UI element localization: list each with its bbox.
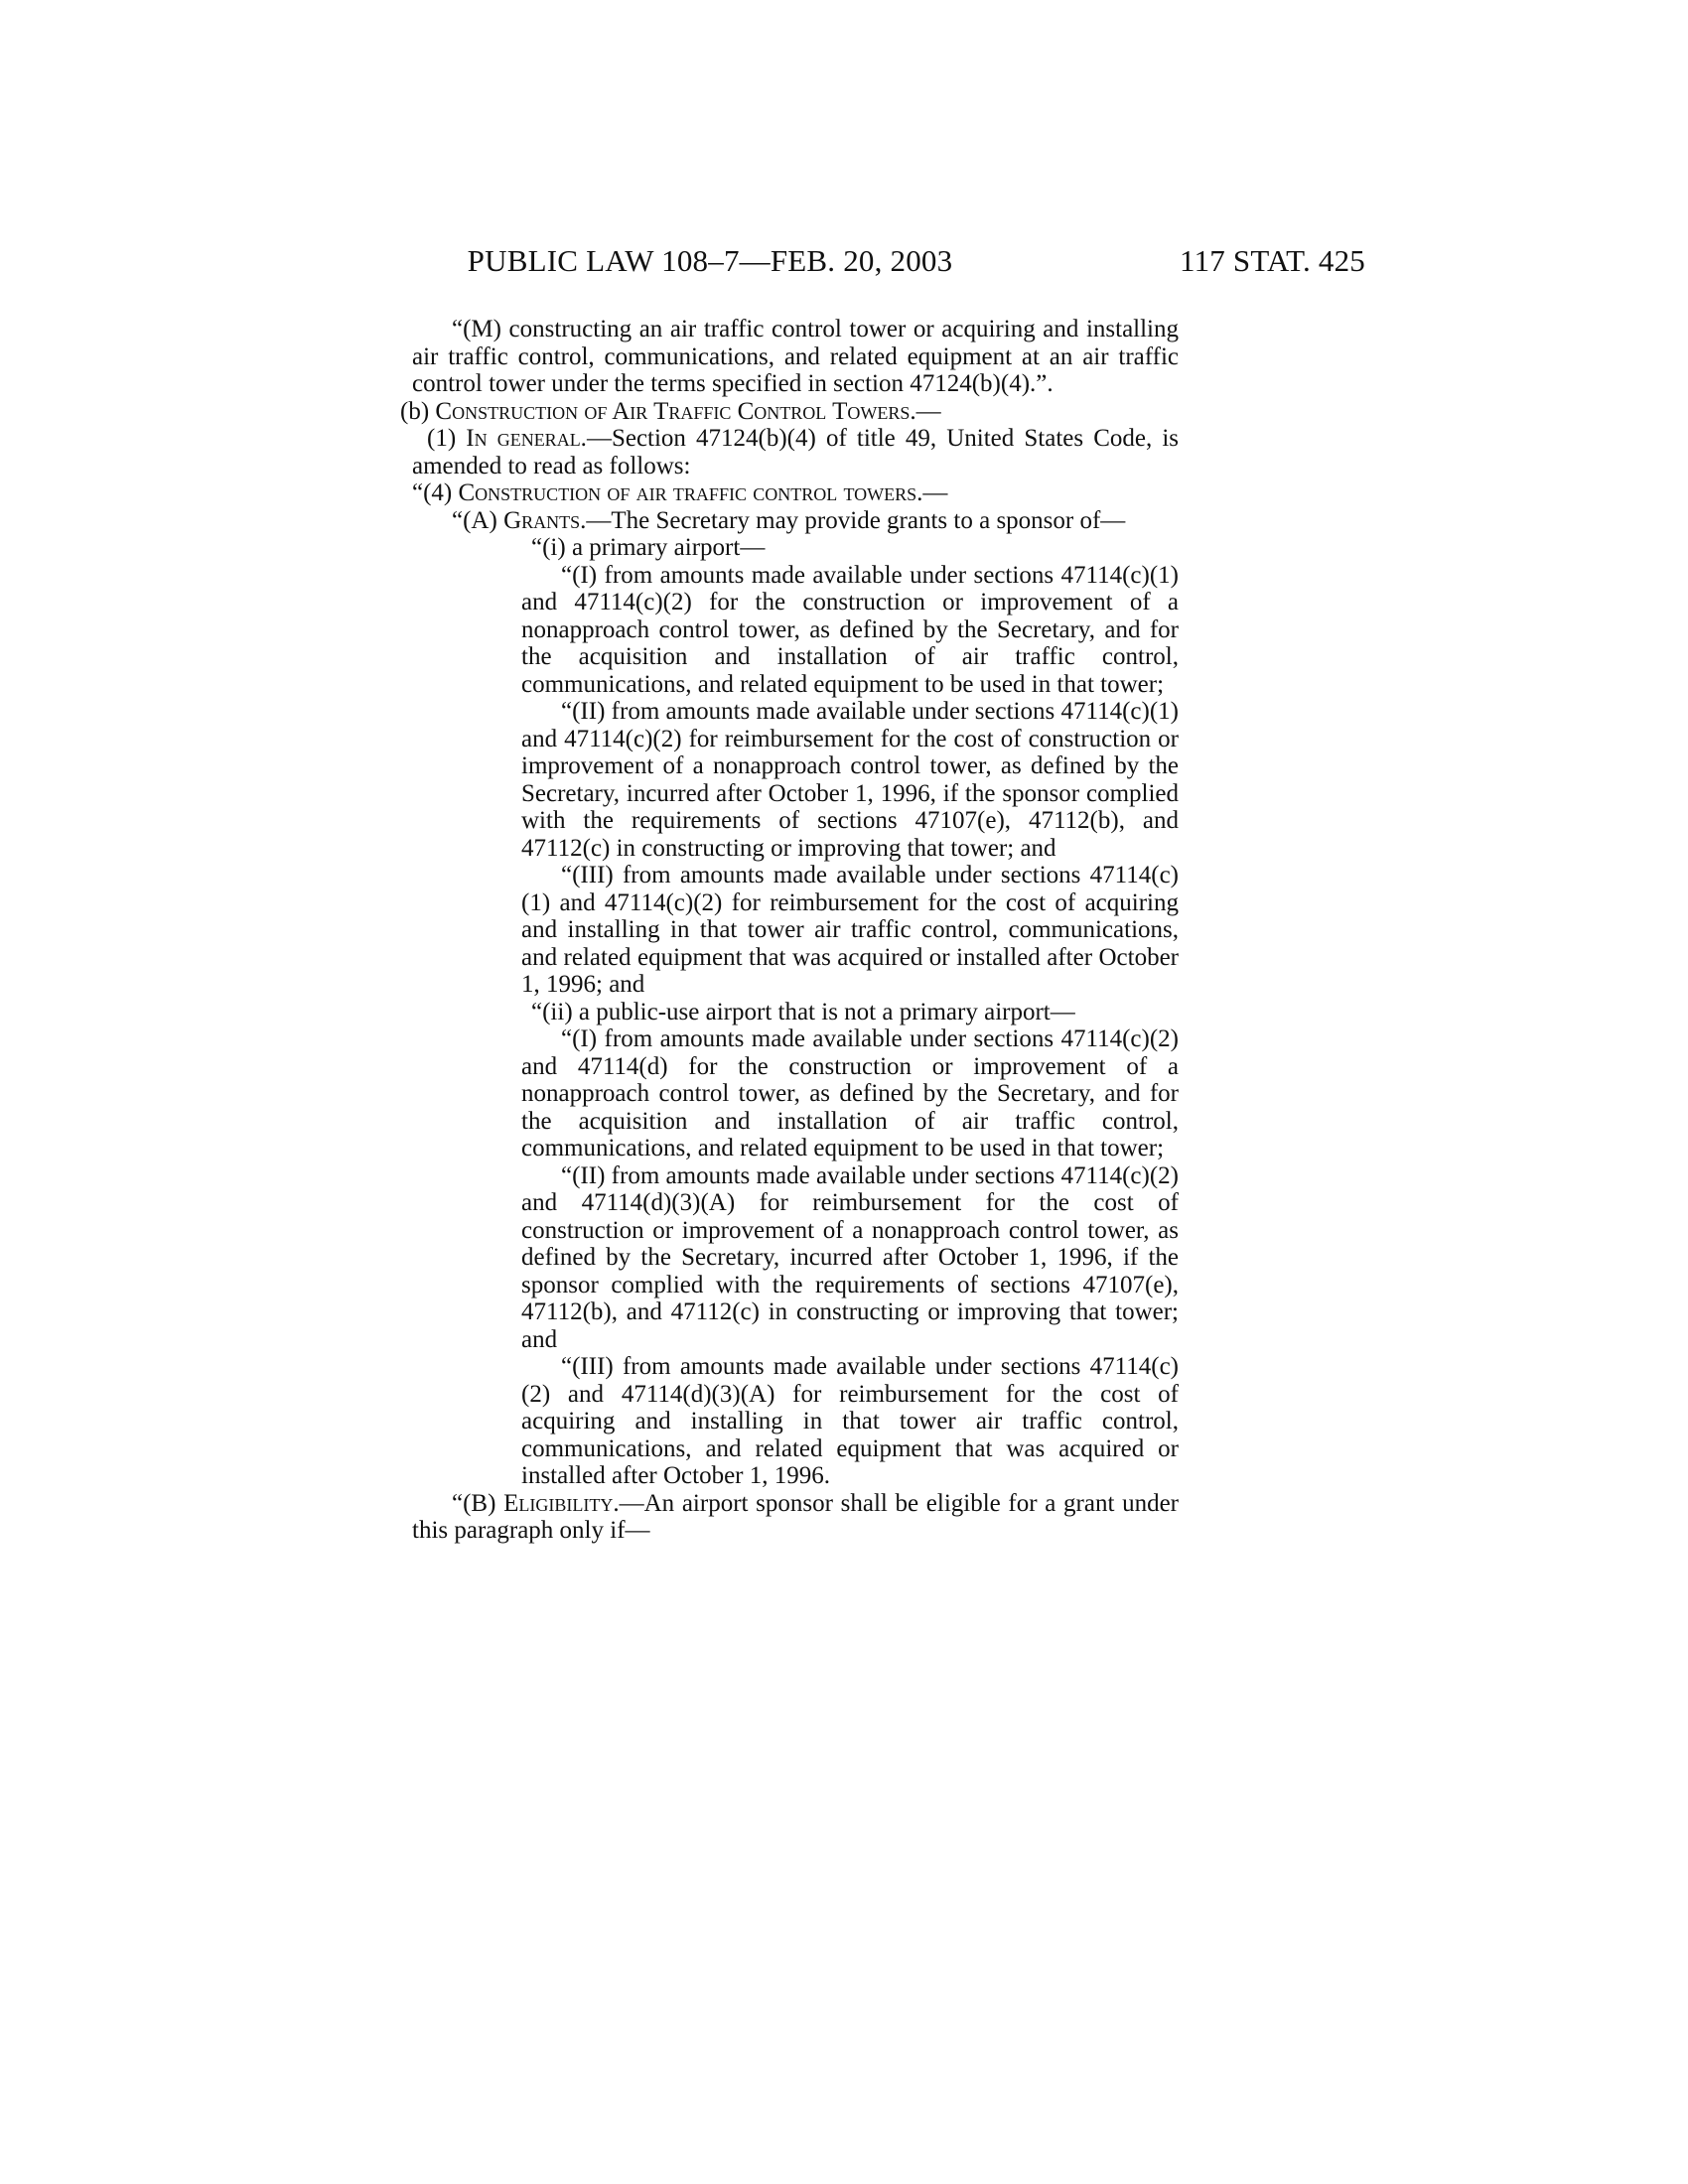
- subsection-b-number: (b): [400, 397, 436, 425]
- subparagraph-b-heading: Eligibility.: [503, 1489, 620, 1517]
- subclause-ii-III: “(III) from amounts made available under sections 47114(c)(2) and 47114(d)(3)(A) for reimbursement for the cost of acquiring and installing in that tower air traffic control, communications, and related equipment that was acquired or installed after October 1, 1996.: [521, 1353, 1179, 1489]
- paragraph-4-heading: [412, 479, 1179, 507]
- subparagraph-b: [412, 1490, 1179, 1545]
- clause-i: “(i) a primary airport—: [531, 534, 766, 561]
- subparagraph-b-number: “(B): [452, 1489, 504, 1517]
- page-header: [412, 243, 1365, 283]
- paragraph-1-number: (1): [427, 425, 467, 452]
- running-head-title: PUBLIC LAW 108–7—FEB. 20, 2003: [467, 243, 953, 278]
- clause-m: “(M) constructing an air traffic control tower or acquiring and installing air traffic control, communications, and related equipment at an air traffic control tower under the terms specified in section 47124(b)(4).”.: [412, 316, 1179, 397]
- paragraph-4-number: “(4): [412, 479, 459, 506]
- paragraph-4-dash: —: [922, 479, 948, 506]
- subparagraph-a: [412, 507, 1179, 535]
- subsection-b-title: Construction of Air Traffic Control Towers.: [435, 397, 916, 425]
- subsection-b-dash: —: [915, 397, 941, 425]
- paragraph-4-title: Construction of air traffic control towers.: [458, 479, 923, 506]
- statute-page-reference: 117 STAT. 425: [1180, 243, 1365, 278]
- subparagraph-a-number: “(A): [452, 506, 504, 534]
- subparagraph-b-text: —An airport sponsor shall be eligible for a grant under this paragraph only if—: [412, 1489, 1179, 1544]
- clause-ii: “(ii) a public-use airport that is not a primary airport—: [531, 998, 1075, 1025]
- paragraph-1-text: —Section 47124(b)(4) of title 49, United States Code, is amended to read as follows:: [412, 425, 1179, 479]
- subsection-b-heading: [400, 397, 1179, 426]
- subclause-i-III: “(III) from amounts made available under sections 47114(c)(1) and 47114(c)(2) for reimbursement for the cost of acquiring and installing in that tower air traffic control, communications, and related equipment that was acquired or installed after October 1, 1996; and: [521, 862, 1179, 998]
- paragraph-1: [397, 425, 1179, 479]
- subclause-ii-I: “(I) from amounts made available under sections 47114(c)(2) and 47114(d) for the construction or improvement of a nonapproach control tower, as defined by the Secretary, and for the acquisition and installation of air traffic control, communications, and related equipment to be used in that tower;: [521, 1025, 1179, 1161]
- subclause-ii-II: “(II) from amounts made available under sections 47114(c)(2) and 47114(d)(3)(A) for reimbursement for the cost of construction or improvement of a nonapproach control tower, as defined by the Secretary, incurred after October 1, 1996, if the sponsor complied with the requirements of sections 47107(e), 47112(b), and 47112(c) in constructing or improving that tower; and: [521, 1161, 1179, 1353]
- document-body: [400, 316, 1179, 1545]
- subparagraph-a-heading: Grants.: [503, 506, 587, 534]
- subclause-i-I: “(I) from amounts made available under sections 47114(c)(1) and 47114(c)(2) for the construction or improvement of a nonapproach control tower, as defined by the Secretary, and for the acquisition and installation of air traffic control, communications, and related equipment to be used in that tower;: [521, 561, 1179, 698]
- subclause-i-II: “(II) from amounts made available under sections 47114(c)(1) and 47114(c)(2) for reimbursement for the cost of construction or improvement of a nonapproach control tower, as defined by the Secretary, incurred after October 1, 1996, if the sponsor complied with the requirements of sections 47107(e), 47112(b), and 47112(c) in constructing or improving that tower; and: [521, 698, 1179, 862]
- subparagraph-a-text: —The Secretary may provide grants to a sponsor of—: [586, 506, 1126, 534]
- paragraph-1-heading: In general.: [466, 425, 587, 452]
